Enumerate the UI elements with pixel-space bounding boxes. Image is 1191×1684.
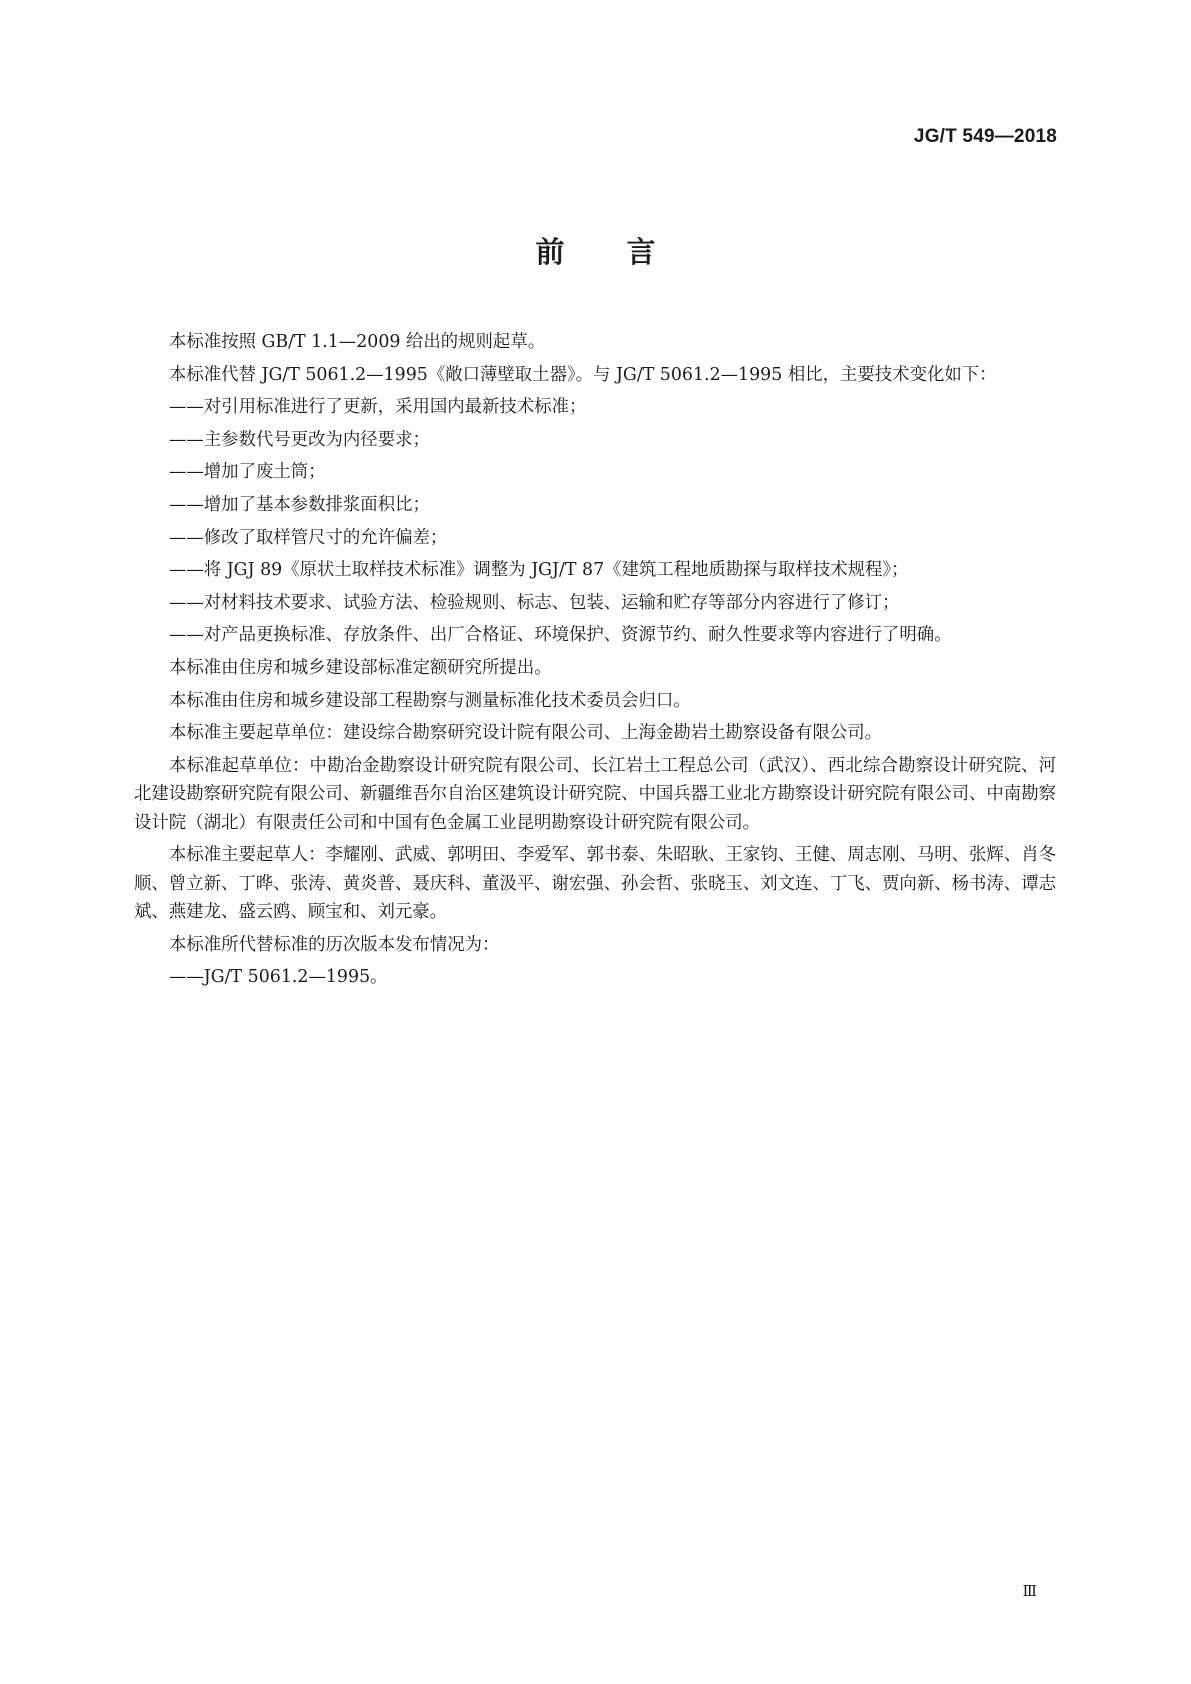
- drafting-rule-paragraph: 本标准按照 GB/T 1.1—2009 给出的规则起草。: [169, 332, 546, 352]
- change-list-item: ——增加了基本参数排浆面积比；: [169, 494, 430, 515]
- page-number: Ⅲ: [1022, 1582, 1037, 1600]
- proposed-by-paragraph: 本标准由住房和城乡建设部标准定额研究所提出。: [169, 657, 552, 678]
- change-list-item: ——修改了取样管尺寸的允许偏差；: [169, 527, 448, 548]
- centralized-by-paragraph: 本标准由住房和城乡建设部工程勘察与测量标准化技术委员会归口。: [169, 690, 691, 711]
- replacement-paragraph: 本标准代替 JG/T 5061.2—1995《敞口薄壁取土器》。与 JG/T 5061.2—1995 相比，主要技术变化如下：: [169, 364, 997, 385]
- change-list-item: ——将 JGJ 89《原状土取样技术标准》调整为 JGJ/T 87《建筑工程地质勘探与取样技术规程》；: [169, 560, 909, 581]
- main-drafting-units-paragraph: 本标准主要起草单位：建设综合勘察研究设计院有限公司、上海金勘岩土勘察设备有限公司。: [169, 723, 883, 744]
- change-list-item: ——主参数代号更改为内径要求；: [169, 429, 430, 450]
- main-drafters-paragraph: 本标准主要起草人：李耀刚、武威、郭明田、李爱军、郭书泰、朱昭耿、王家钧、王健、周志刚、马明、张辉、肖冬顺、曾立新、丁晔、张涛、黄炎普、聂庆科、董汲平、谢宏强、孙会哲、张晓玉、刘文连、丁飞、贾向新、杨书涛、谭志斌、燕建龙、盛云鸥、顾宝和、刘元豪。: [134, 845, 1056, 922]
- change-list-item: ——对材料技术要求、试验方法、检验规则、标志、包装、运输和贮存等部分内容进行了修订；: [169, 592, 900, 613]
- document-body: [134, 328, 1056, 996]
- history-list-item: ——JG/T 5061.2—1995。: [169, 967, 388, 988]
- change-list-item: ——增加了废土筒；: [169, 462, 326, 483]
- page-title: 前言: [535, 235, 718, 269]
- change-list-item: ——对产品更换标准、存放条件、出厂合格证、环境保护、资源节约、耐久性要求等内容进行了明确。: [169, 625, 952, 646]
- change-list-item: ——对引用标准进行了更新，采用国内最新技术标准；: [169, 397, 587, 418]
- history-intro-paragraph: 本标准所代替标准的历次版本发布情况为：: [169, 934, 500, 955]
- drafting-units-paragraph: 本标准起草单位：中勘冶金勘察设计研究院有限公司、长江岩土工程总公司（武汉）、西北综合勘察设计研究院、河北建设勘察研究院有限公司、新疆维吾尔自治区建筑设计研究院、中国兵器工业北方勘察设计研究院有限公司、中南勘察设计院（湖北）有限责任公司和中国有色金属工业昆明勘察设计研究院有限公司。: [134, 755, 1056, 833]
- standard-code: JG/T 549—2018: [913, 126, 1057, 147]
